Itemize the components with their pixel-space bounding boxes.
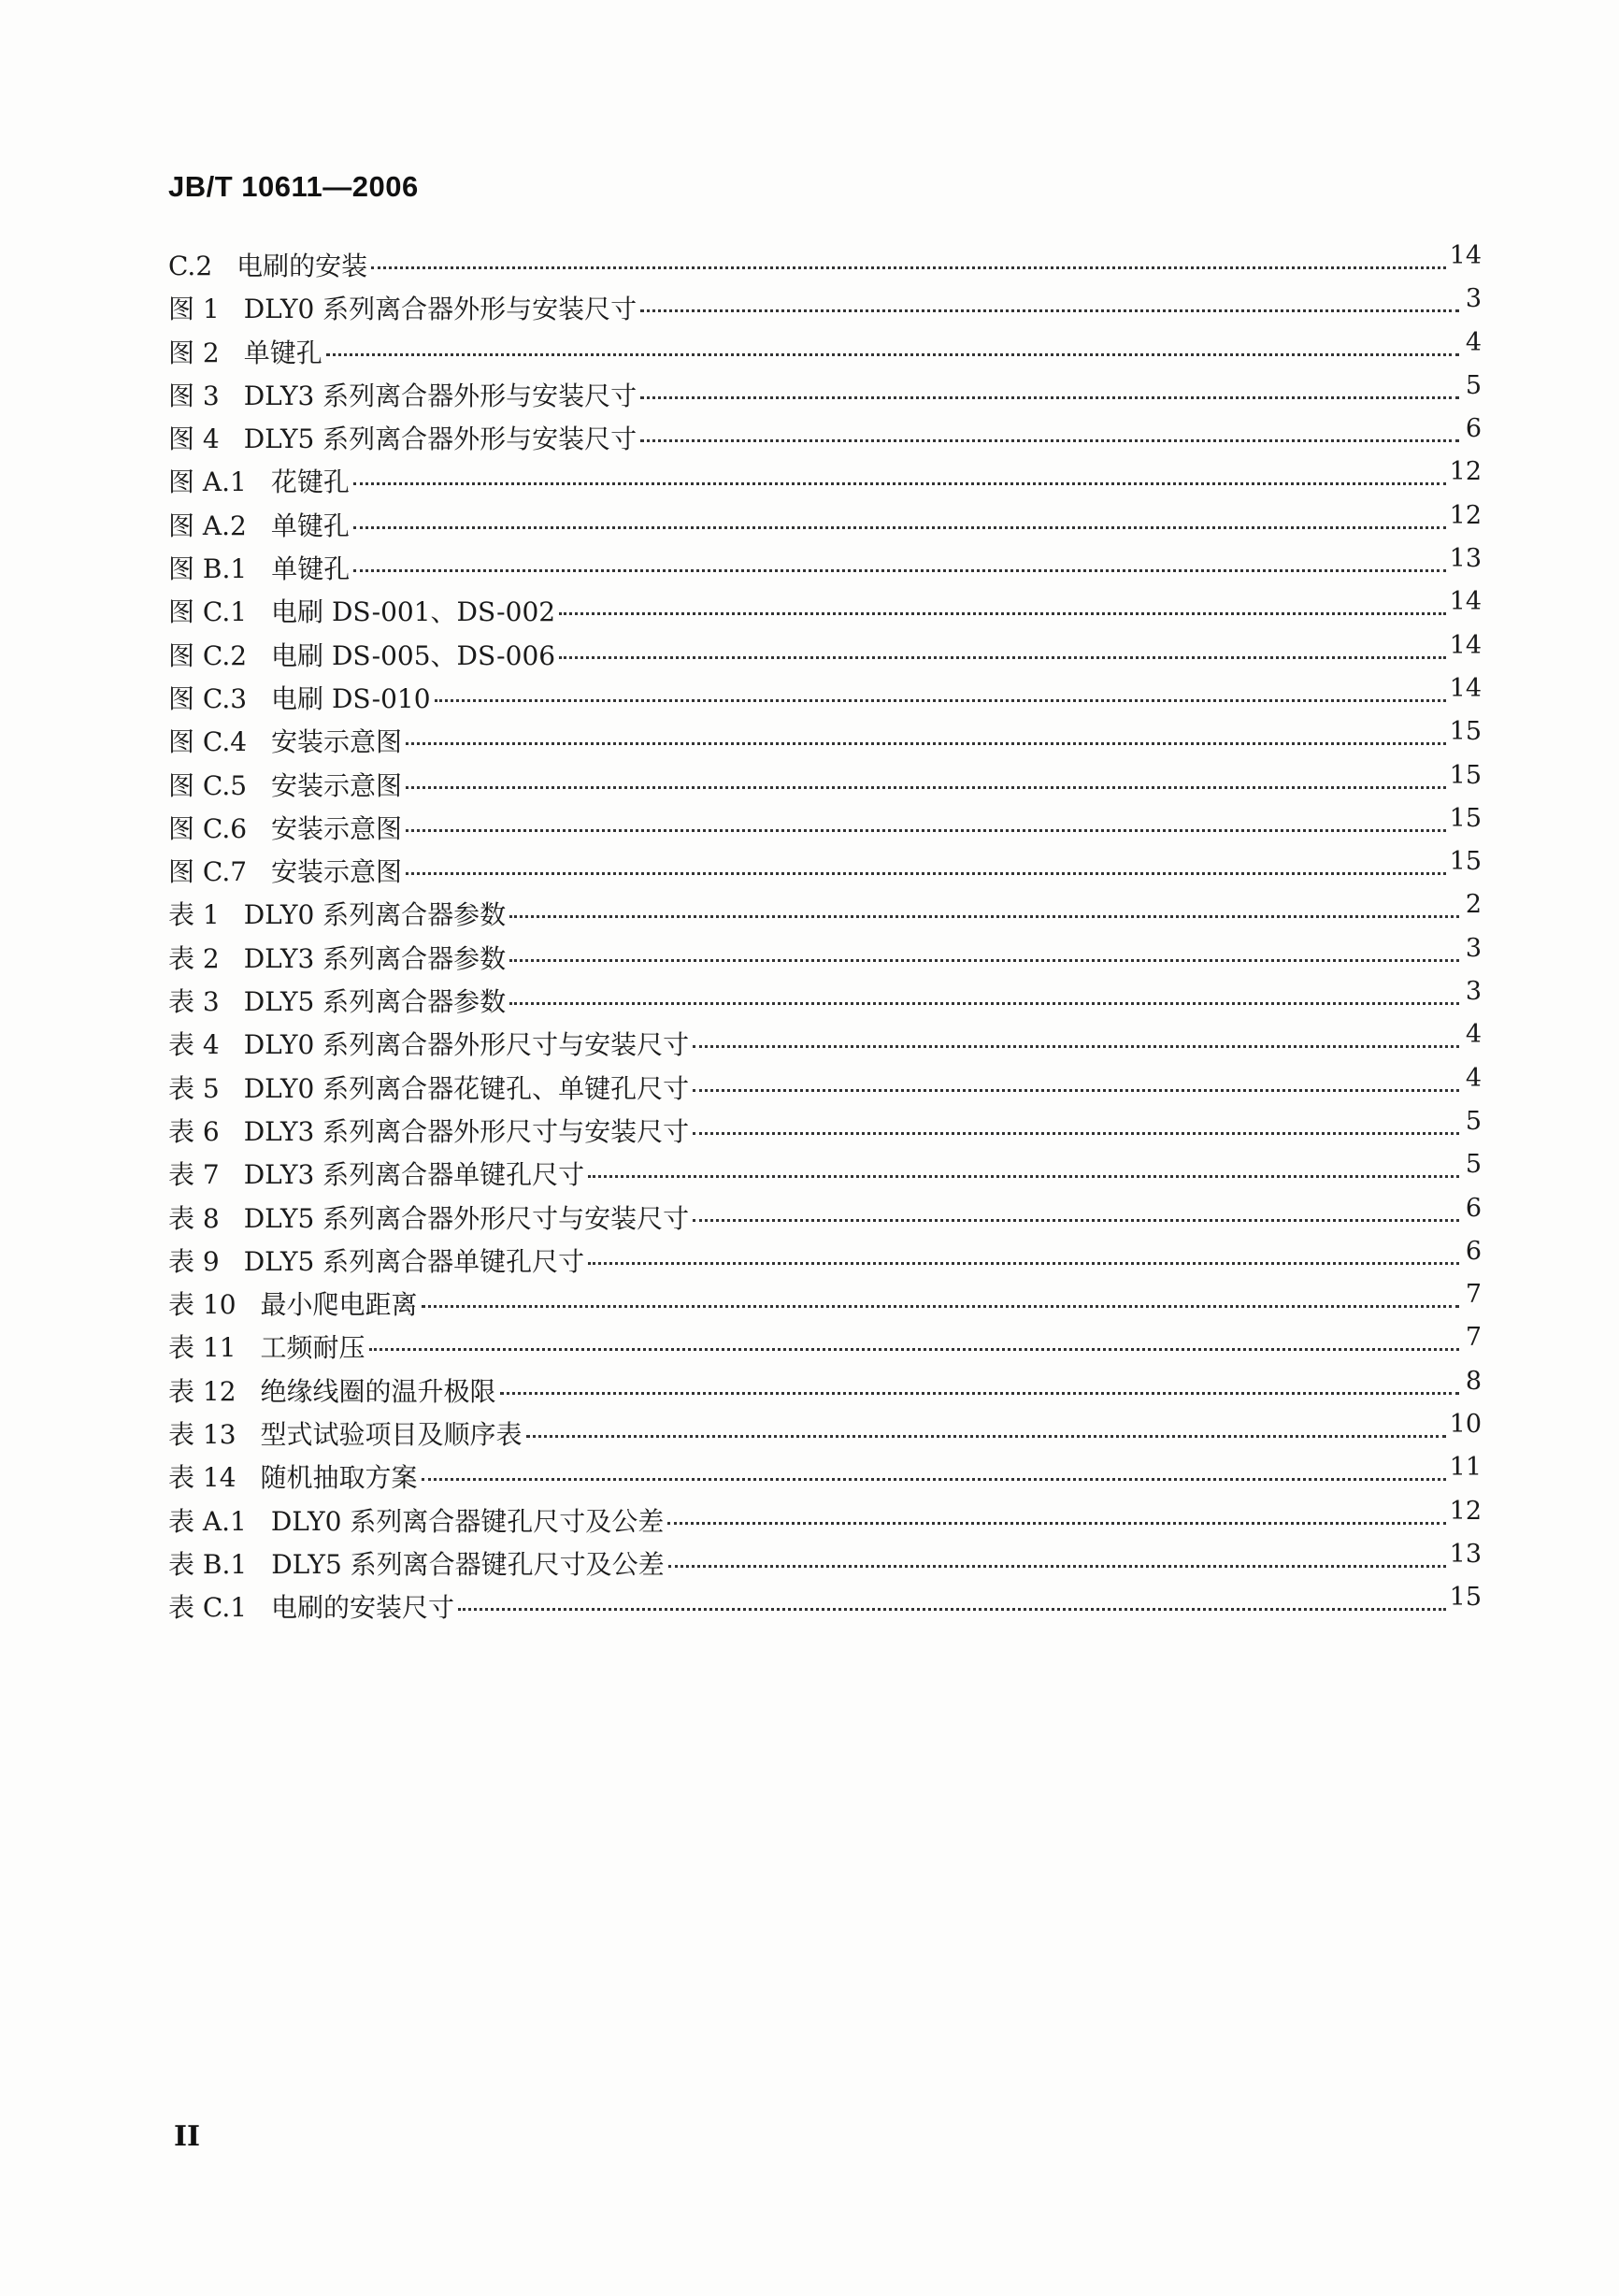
toc-entry-number: 图 C.5 (168, 769, 248, 801)
toc-entry-label (168, 1198, 689, 1241)
toc-entry-page: 15 (1449, 1583, 1482, 1613)
toc-entry[interactable] (168, 1150, 1482, 1197)
toc-entry-title: DLY0 系列离合器外形与安装尺寸 (243, 294, 638, 325)
toc-entry[interactable] (168, 1193, 1482, 1241)
toc-entry-page: 12 (1449, 457, 1482, 487)
toc-entry-title: DLY0 系列离合器外形尺寸与安装尺寸 (243, 1029, 690, 1061)
toc-entry-title: DLY5 系列离合器参数 (243, 986, 507, 1018)
toc-entry-label (168, 1370, 496, 1413)
toc-entry-page: 14 (1449, 630, 1482, 660)
toc-entry-label (168, 938, 506, 981)
toc-entry-number: 图 A.2 (168, 509, 247, 541)
toc-entry-page: 15 (1449, 717, 1482, 747)
toc-entry-label (168, 1111, 689, 1154)
toc-dot-leader (693, 1219, 1459, 1222)
toc-entry-title: DLY3 系列离合器参数 (243, 942, 507, 974)
toc-entry-title: DLY0 系列离合器花键孔、单键孔尺寸 (243, 1072, 690, 1104)
toc-entry-title: 绝缘线圈的温升极限 (260, 1375, 496, 1407)
toc-entry[interactable] (168, 500, 1482, 548)
toc-dot-leader (353, 482, 1446, 485)
toc-entry-number: 表 14 (168, 1462, 236, 1494)
toc-entry-page: 15 (1449, 847, 1482, 877)
toc-entry-label (168, 1500, 664, 1543)
toc-entry-number: 图 C.6 (168, 812, 248, 844)
toc-entry-title: 单键孔 (243, 337, 322, 368)
toc-entry-title: 最小爬电距离 (260, 1289, 418, 1321)
toc-dot-leader (693, 1132, 1459, 1135)
toc-entry-title: DLY3 系列离合器单键孔尺寸 (243, 1159, 585, 1191)
toc-entry-page: 2 (1465, 890, 1482, 920)
toc-entry-page: 11 (1449, 1453, 1482, 1483)
toc-entry-label (168, 1284, 418, 1327)
toc-dot-leader (435, 699, 1446, 702)
toc-entry-number: 表 11 (168, 1332, 236, 1364)
toc-entry-label (168, 894, 506, 937)
toc-entry[interactable] (168, 717, 1482, 764)
toc-entry-title: DLY3 系列离合器外形尺寸与安装尺寸 (243, 1115, 690, 1147)
toc-dot-leader (509, 915, 1459, 918)
toc-entry-label (168, 1586, 454, 1629)
toc-entry-page: 3 (1465, 284, 1482, 314)
toc-entry[interactable] (168, 1323, 1482, 1370)
toc-entry-title: 花键孔 (270, 466, 350, 498)
toc-dot-leader (693, 1089, 1459, 1092)
toc-entry-number: 图 3 (168, 380, 220, 411)
toc-entry-number: 表 8 (168, 1202, 220, 1234)
toc-entry-label (168, 288, 637, 331)
toc-dot-leader (353, 569, 1445, 572)
toc-entry[interactable] (168, 933, 1482, 981)
toc-entry-label (168, 1543, 665, 1586)
toc-entry-title: DLY3 系列离合器外形与安装尺寸 (243, 380, 638, 411)
toc-entry-label (168, 851, 402, 894)
toc-entry-page: 3 (1465, 933, 1482, 963)
toc-dot-leader (588, 1262, 1459, 1265)
toc-entry-label (168, 505, 350, 548)
toc-entry-page: 6 (1465, 1236, 1482, 1266)
table-of-contents (168, 241, 1482, 1630)
toc-entry-label (168, 591, 555, 634)
toc-entry-title: DLY0 系列离合器参数 (243, 899, 507, 931)
toc-entry[interactable] (168, 890, 1482, 937)
toc-entry[interactable] (168, 847, 1482, 894)
toc-entry-page: 10 (1449, 1410, 1482, 1440)
toc-entry[interactable] (168, 1496, 1482, 1543)
toc-dot-leader (369, 1348, 1459, 1351)
toc-entry-label (168, 332, 322, 375)
toc-entry-label (168, 245, 367, 288)
toc-entry[interactable] (168, 1539, 1482, 1586)
toc-entry[interactable] (168, 1453, 1482, 1500)
toc-entry-label (168, 808, 402, 851)
toc-entry-number: 表 12 (168, 1375, 236, 1407)
toc-entry[interactable] (168, 1583, 1482, 1629)
toc-dot-leader (406, 829, 1446, 832)
toc-entry-label (168, 461, 350, 504)
toc-entry-number: 表 3 (168, 986, 220, 1018)
toc-entry-number: 表 2 (168, 942, 220, 974)
toc-dot-leader (406, 742, 1446, 745)
toc-dot-leader (406, 872, 1446, 875)
toc-entry[interactable] (168, 587, 1482, 634)
toc-dot-leader (640, 309, 1459, 312)
toc-dot-leader (406, 786, 1446, 789)
toc-dot-leader (667, 1522, 1445, 1525)
toc-entry-title: 单键孔 (271, 553, 351, 585)
toc-entry-page: 15 (1449, 760, 1482, 790)
toc-entry-title: 型式试验项目及顺序表 (260, 1419, 523, 1451)
toc-entry-label (168, 1327, 365, 1370)
toc-entry[interactable] (168, 977, 1482, 1024)
toc-entry-title: 电刷的安装 (236, 251, 368, 281)
toc-entry-label (168, 678, 431, 721)
toc-entry[interactable] (168, 1236, 1482, 1284)
toc-entry-page: 4 (1465, 327, 1482, 357)
toc-entry-label (168, 1413, 523, 1457)
toc-entry[interactable] (168, 673, 1482, 721)
toc-entry-number: 图 A.1 (168, 466, 247, 498)
toc-entry-title: DLY5 系列离合器键孔尺寸及公差 (271, 1548, 665, 1580)
toc-entry-title: DLY0 系列离合器键孔尺寸及公差 (270, 1505, 665, 1537)
page-number: II (174, 2120, 201, 2153)
toc-dot-leader (640, 439, 1459, 442)
toc-entry-page: 4 (1465, 1020, 1482, 1050)
toc-entry-label (168, 635, 555, 678)
toc-entry-number: 表 A.1 (168, 1505, 247, 1537)
toc-entry-page: 6 (1465, 414, 1482, 444)
toc-entry[interactable] (168, 1063, 1482, 1111)
toc-dot-leader (371, 266, 1445, 269)
toc-dot-leader (422, 1478, 1446, 1481)
toc-entry-page: 5 (1465, 370, 1482, 400)
toc-entry-label (168, 1457, 418, 1500)
toc-entry[interactable] (168, 1020, 1482, 1067)
toc-dot-leader (458, 1608, 1446, 1611)
toc-entry[interactable] (168, 1280, 1482, 1327)
toc-entry-label (168, 548, 350, 591)
toc-entry-number: 图 1 (168, 294, 220, 325)
toc-entry-number: 图 C.2 (168, 639, 248, 671)
toc-entry-page: 14 (1449, 587, 1482, 617)
toc-dot-leader (500, 1392, 1459, 1395)
toc-entry-page: 7 (1465, 1323, 1482, 1353)
toc-entry-label (168, 1068, 689, 1111)
toc-entry[interactable] (168, 284, 1482, 331)
toc-entry-title: 安装示意图 (271, 726, 403, 758)
toc-entry[interactable] (168, 241, 1482, 288)
toc-entry-title: 单键孔 (270, 509, 350, 541)
toc-entry[interactable] (168, 1366, 1482, 1413)
toc-dot-leader (588, 1175, 1459, 1178)
toc-entry-number: 图 C.4 (168, 726, 248, 758)
toc-entry-title: 安装示意图 (271, 812, 403, 844)
toc-entry-page: 5 (1465, 1106, 1482, 1136)
toc-entry[interactable] (168, 370, 1482, 418)
toc-entry[interactable] (168, 803, 1482, 851)
toc-entry-number: 表 9 (168, 1245, 220, 1277)
toc-entry-title: 安装示意图 (271, 769, 403, 801)
standard-number: JB/T 10611—2006 (168, 170, 419, 203)
toc-dot-leader (693, 1045, 1459, 1048)
toc-entry-title: DLY5 系列离合器外形与安装尺寸 (243, 423, 638, 455)
toc-entry-label (168, 981, 506, 1024)
toc-entry-label (168, 375, 637, 418)
toc-entry-number: 表 4 (168, 1029, 220, 1061)
toc-entry-page: 3 (1465, 977, 1482, 1007)
toc-entry-page: 4 (1465, 1063, 1482, 1093)
toc-dot-leader (640, 396, 1459, 399)
toc-entry[interactable] (168, 327, 1482, 375)
toc-entry-page: 13 (1449, 544, 1482, 574)
toc-entry-page: 7 (1465, 1280, 1482, 1310)
toc-entry-title: 随机抽取方案 (260, 1462, 418, 1494)
toc-entry[interactable] (168, 457, 1482, 504)
toc-entry-number: 表 B.1 (168, 1548, 248, 1580)
toc-entry-label (168, 765, 402, 808)
toc-entry-page: 14 (1449, 241, 1482, 270)
toc-entry-number: 图 C.3 (168, 682, 248, 714)
toc-entry-page: 12 (1449, 500, 1482, 530)
toc-entry-page: 5 (1465, 1150, 1482, 1180)
toc-entry-number: 表 6 (168, 1115, 220, 1147)
toc-entry[interactable] (168, 1410, 1482, 1457)
toc-entry-number: 表 13 (168, 1419, 236, 1451)
toc-entry-number: 表 C.1 (168, 1592, 248, 1624)
toc-dot-leader (668, 1565, 1446, 1568)
toc-entry[interactable] (168, 544, 1482, 591)
toc-entry-label (168, 1154, 584, 1197)
toc-entry-title: 电刷的安装尺寸 (271, 1592, 455, 1624)
toc-dot-leader (526, 1435, 1446, 1438)
toc-entry-number: C.2 (168, 251, 213, 281)
toc-entry-title: 工频耐压 (260, 1332, 365, 1364)
toc-entry-page: 15 (1449, 803, 1482, 833)
toc-entry[interactable] (168, 1106, 1482, 1154)
toc-entry-number: 表 1 (168, 899, 220, 931)
toc-entry-label (168, 1024, 689, 1067)
toc-entry-page: 8 (1465, 1366, 1482, 1396)
toc-entry-number: 图 B.1 (168, 553, 248, 585)
toc-entry[interactable] (168, 414, 1482, 461)
toc-entry-page: 6 (1465, 1193, 1482, 1223)
toc-entry-page: 13 (1449, 1539, 1482, 1569)
toc-entry-number: 图 C.7 (168, 856, 248, 888)
toc-dot-leader (559, 656, 1446, 659)
toc-entry-label (168, 418, 637, 461)
toc-dot-leader (422, 1305, 1459, 1308)
toc-entry-label (168, 1241, 584, 1284)
toc-entry-title: 电刷 DS-005、DS-006 (271, 639, 556, 671)
toc-entry-number: 表 10 (168, 1289, 236, 1321)
toc-entry[interactable] (168, 630, 1482, 678)
toc-entry[interactable] (168, 760, 1482, 808)
toc-entry-title: 电刷 DS-001、DS-002 (271, 596, 556, 628)
toc-entry-label (168, 721, 402, 764)
toc-dot-leader (353, 526, 1446, 529)
toc-dot-leader (559, 612, 1446, 615)
toc-entry-number: 表 5 (168, 1072, 220, 1104)
toc-dot-leader (509, 1002, 1459, 1005)
toc-dot-leader (326, 353, 1459, 356)
toc-entry-title: DLY5 系列离合器单键孔尺寸 (243, 1245, 585, 1277)
toc-entry-number: 图 4 (168, 423, 220, 455)
toc-entry-title: 电刷 DS-010 (271, 682, 431, 714)
toc-entry-page: 12 (1449, 1496, 1482, 1526)
toc-entry-number: 表 7 (168, 1159, 220, 1191)
toc-entry-title: DLY5 系列离合器外形尺寸与安装尺寸 (243, 1202, 690, 1234)
toc-entry-page: 14 (1449, 673, 1482, 703)
toc-dot-leader (509, 959, 1459, 962)
toc-entry-number: 图 2 (168, 337, 220, 368)
toc-entry-title: 安装示意图 (271, 856, 403, 888)
toc-entry-number: 图 C.1 (168, 596, 248, 628)
